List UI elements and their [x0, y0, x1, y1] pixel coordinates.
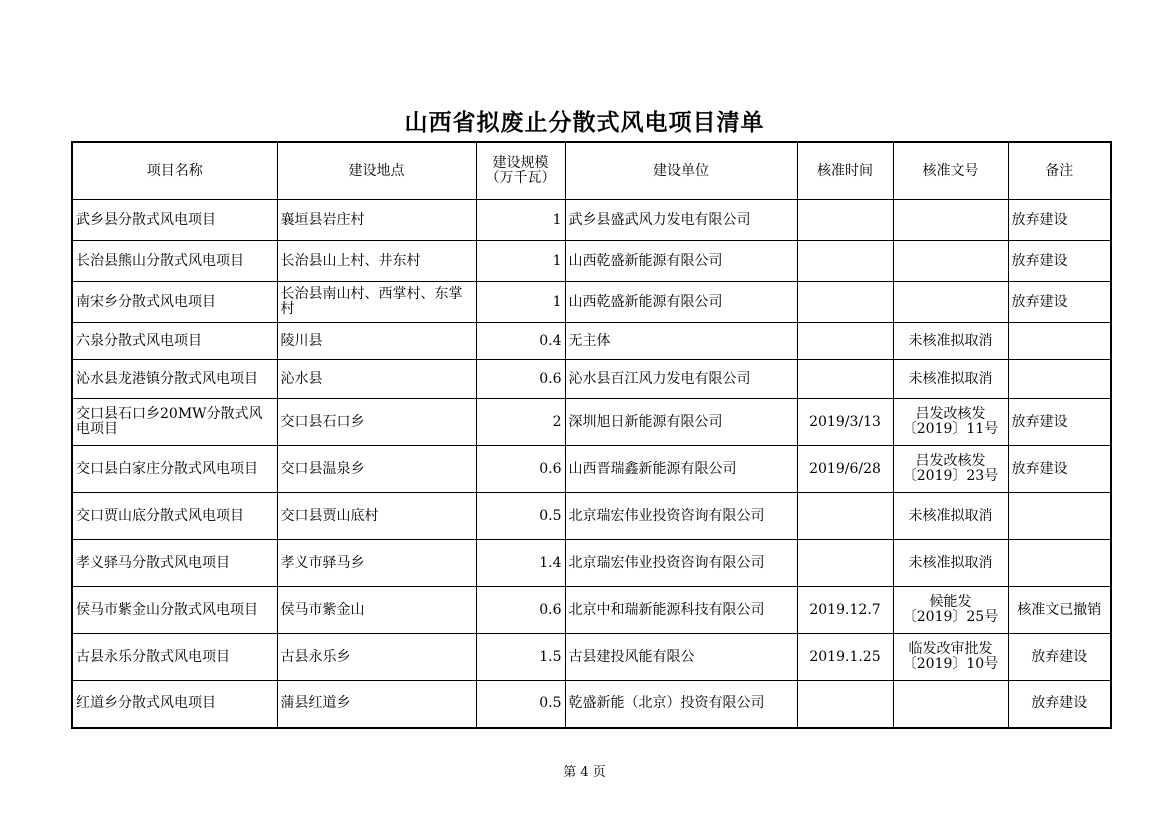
cell-approval-time [797, 360, 893, 399]
approval-doc-line1: 候能发 [929, 594, 972, 610]
cell-approval-time [797, 493, 893, 540]
cell-location: 沁水县 [277, 360, 476, 399]
cell-project-name: 沁水县龙港镇分散式风电项目 [72, 360, 277, 399]
cell-location: 侯马市紫金山 [277, 587, 476, 634]
cell-note [1008, 360, 1111, 399]
approval-doc-line1: 临发改审批发 [908, 641, 993, 657]
cell-approval-doc [893, 587, 1008, 634]
cell-approval-doc [893, 323, 1008, 360]
table-row [72, 282, 1111, 323]
project-table [71, 141, 1112, 729]
cell-scale: 1 [476, 241, 565, 282]
cell-approval-doc [893, 540, 1008, 587]
cell-approval-time [797, 282, 893, 323]
cell-project-name: 长治县熊山分散式风电项目 [72, 241, 277, 282]
cell-approval-doc [893, 446, 1008, 493]
table-row [72, 360, 1111, 399]
cell-note: 放弃建设 [1008, 634, 1111, 681]
table-row [72, 399, 1111, 446]
cell-location: 交口县贾山底村 [277, 493, 476, 540]
cell-approval-time [797, 540, 893, 587]
header-location: 建设地点 [277, 142, 476, 200]
approval-doc-line1: 吕发改核发 [915, 453, 986, 469]
cell-scale: 1 [476, 200, 565, 241]
header-scale [476, 142, 565, 200]
cell-unit: 山西乾盛新能源有限公司 [565, 282, 797, 323]
cell-approval-time [797, 681, 893, 728]
approval-doc-line2: 〔2019〕23号 [902, 468, 999, 484]
cell-unit: 山西乾盛新能源有限公司 [565, 241, 797, 282]
table-header-row [72, 142, 1111, 200]
approval-doc-line1: 未核准拟取消 [908, 332, 993, 349]
cell-approval-time: 2019.1.25 [797, 634, 893, 681]
page-footer: 第 4 页 [563, 765, 606, 780]
cell-note: 放弃建设 [1008, 681, 1111, 728]
cell-unit: 无主体 [565, 323, 797, 360]
table-row [72, 634, 1111, 681]
cell-project-name: 交口县石口乡20MW分散式风电项目 [72, 399, 277, 446]
approval-doc-line1: 未核准拟取消 [908, 370, 993, 387]
cell-scale: 0.5 [476, 681, 565, 728]
cell-approval-doc [893, 241, 1008, 282]
cell-note [1008, 493, 1111, 540]
cell-location: 蒲县红道乡 [277, 681, 476, 728]
cell-project-name: 六泉分散式风电项目 [72, 323, 277, 360]
cell-note: 放弃建设 [1008, 241, 1111, 282]
cell-scale: 0.6 [476, 360, 565, 399]
cell-unit: 乾盛新能（北京）投资有限公司 [565, 681, 797, 728]
cell-unit: 深圳旭日新能源有限公司 [565, 399, 797, 446]
table-row [72, 493, 1111, 540]
cell-approval-time [797, 241, 893, 282]
cell-approval-time: 2019/6/28 [797, 446, 893, 493]
cell-project-name: 武乡县分散式风电项目 [72, 200, 277, 241]
header-scale-line1: 建设规模 [492, 155, 549, 171]
header-doc: 核准文号 [893, 142, 1008, 200]
cell-scale: 0.5 [476, 493, 565, 540]
cell-scale: 0.6 [476, 446, 565, 493]
table-row [72, 323, 1111, 360]
cell-scale: 1.5 [476, 634, 565, 681]
cell-note: 放弃建设 [1008, 399, 1111, 446]
cell-project-name: 交口县白家庄分散式风电项目 [72, 446, 277, 493]
cell-unit: 北京中和瑞新能源科技有限公司 [565, 587, 797, 634]
cell-location: 交口县石口乡 [277, 399, 476, 446]
cell-project-name: 孝义驿马分散式风电项目 [72, 540, 277, 587]
approval-doc-line1: 未核准拟取消 [908, 554, 993, 571]
table-row [72, 446, 1111, 493]
cell-scale: 2 [476, 399, 565, 446]
header-time: 核准时间 [797, 142, 893, 200]
cell-location: 襄垣县岩庄村 [277, 200, 476, 241]
cell-location: 古县永乐乡 [277, 634, 476, 681]
header-name: 项目名称 [72, 142, 277, 200]
approval-doc-line2: 〔2019〕25号 [902, 609, 999, 625]
cell-project-name: 交口贾山底分散式风电项目 [72, 493, 277, 540]
cell-unit: 北京瑞宏伟业投资咨询有限公司 [565, 540, 797, 587]
cell-note: 核准文已撤销 [1008, 587, 1111, 634]
cell-note [1008, 540, 1111, 587]
cell-approval-time [797, 323, 893, 360]
cell-location: 交口县温泉乡 [277, 446, 476, 493]
cell-approval-doc [893, 282, 1008, 323]
cell-scale: 0.4 [476, 323, 565, 360]
header-scale-line2: （万千瓦） [485, 170, 556, 186]
cell-approval-doc [893, 360, 1008, 399]
cell-project-name: 红道乡分散式风电项目 [72, 681, 277, 728]
cell-approval-doc [893, 200, 1008, 241]
table-row [72, 587, 1111, 634]
cell-scale: 0.6 [476, 587, 565, 634]
header-unit: 建设单位 [565, 142, 797, 200]
cell-note: 放弃建设 [1008, 200, 1111, 241]
table-row [72, 540, 1111, 587]
cell-location: 孝义市驿马乡 [277, 540, 476, 587]
cell-approval-doc [893, 399, 1008, 446]
approval-doc-line2: 〔2019〕10号 [902, 656, 999, 672]
cell-approval-doc [893, 634, 1008, 681]
cell-project-name: 南宋乡分散式风电项目 [72, 282, 277, 323]
cell-unit: 武乡县盛武风力发电有限公司 [565, 200, 797, 241]
cell-approval-doc [893, 681, 1008, 728]
approval-doc-line2: 〔2019〕11号 [902, 421, 999, 437]
cell-location: 长治县南山村、西掌村、东掌村 [277, 282, 476, 323]
cell-approval-time: 2019.12.7 [797, 587, 893, 634]
table-row [72, 200, 1111, 241]
cell-project-name: 古县永乐分散式风电项目 [72, 634, 277, 681]
cell-unit: 沁水县百江风力发电有限公司 [565, 360, 797, 399]
approval-doc-line1: 未核准拟取消 [908, 507, 993, 524]
cell-note: 放弃建设 [1008, 446, 1111, 493]
cell-unit: 古县建投风能有限公 [565, 634, 797, 681]
cell-project-name: 侯马市紫金山分散式风电项目 [72, 587, 277, 634]
cell-location: 长治县山上村、井东村 [277, 241, 476, 282]
cell-scale: 1.4 [476, 540, 565, 587]
cell-approval-time: 2019/3/13 [797, 399, 893, 446]
cell-note [1008, 323, 1111, 360]
table-row [72, 681, 1111, 728]
cell-approval-doc [893, 493, 1008, 540]
page-title: 山西省拟废止分散式风电项目清单 [404, 110, 765, 136]
cell-unit: 北京瑞宏伟业投资咨询有限公司 [565, 493, 797, 540]
cell-note: 放弃建设 [1008, 282, 1111, 323]
cell-scale: 1 [476, 282, 565, 323]
cell-approval-time [797, 200, 893, 241]
cell-unit: 山西晋瑞鑫新能源有限公司 [565, 446, 797, 493]
header-note: 备注 [1008, 142, 1111, 200]
table-row [72, 241, 1111, 282]
approval-doc-line1: 吕发改核发 [915, 406, 986, 422]
cell-location: 陵川县 [277, 323, 476, 360]
